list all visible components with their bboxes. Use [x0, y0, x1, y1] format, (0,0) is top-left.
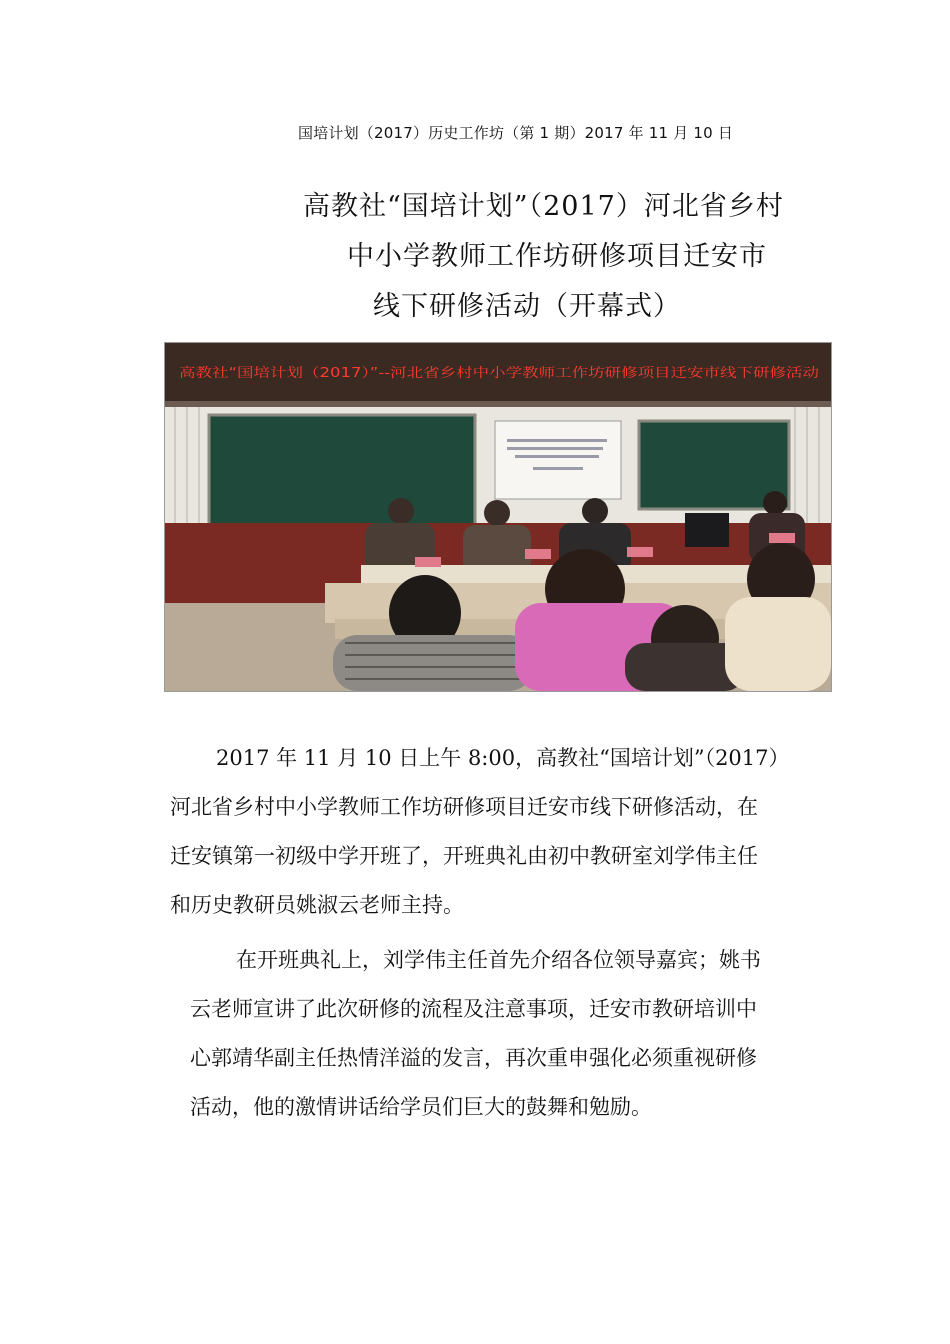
body-paragraph-2	[190, 936, 761, 1132]
paragraph-1-line-4: 和历史教研员姚淑云老师主持。	[170, 893, 464, 917]
paragraph-1-line-3: 迁安镇第一初级中学开班了，开班典礼由初中教研室刘学伟主任	[170, 844, 758, 868]
header-line: 国培计划（2017）历史工作坊（第 1 期）2017 年 11 月 10 日	[298, 124, 734, 142]
paragraph-2-line-1: 在开班典礼上，刘学伟主任首先介绍各位领导嘉宾；姚书	[236, 948, 761, 972]
photo-banner-text: 高教社“国培计划（2017）”--河北省乡村中小学教师工作坊研修项目迁安市线下研修活动	[179, 366, 684, 381]
body-paragraph-1	[170, 734, 790, 930]
paragraph-1-line-2: 河北省乡村中小学教师工作坊研修项目迁安市线下研修活动，在	[170, 795, 758, 819]
paragraph-2-line-3: 心郭靖华副主任热情洋溢的发言，再次重申强化必须重视研修	[190, 1046, 757, 1070]
paragraph-1-line-1: 2017 年 11 月 10 日上午 8:00，高教社“国培计划”（2017）	[216, 746, 790, 770]
title-line-3: 线下研修活动（开幕式）	[373, 291, 681, 322]
title-line-1: 高教社“国培计划”（2017）河北省乡村	[303, 191, 784, 222]
event-photo	[164, 342, 832, 692]
paragraph-2-line-2: 云老师宣讲了此次研修的流程及注意事项，迁安市教研培训中	[190, 997, 757, 1021]
paragraph-2-line-4: 活动，他的激情讲话给学员们巨大的鼓舞和勉励。	[190, 1095, 652, 1119]
title-line-2: 中小学教师工作坊研修项目迁安市	[347, 241, 767, 272]
